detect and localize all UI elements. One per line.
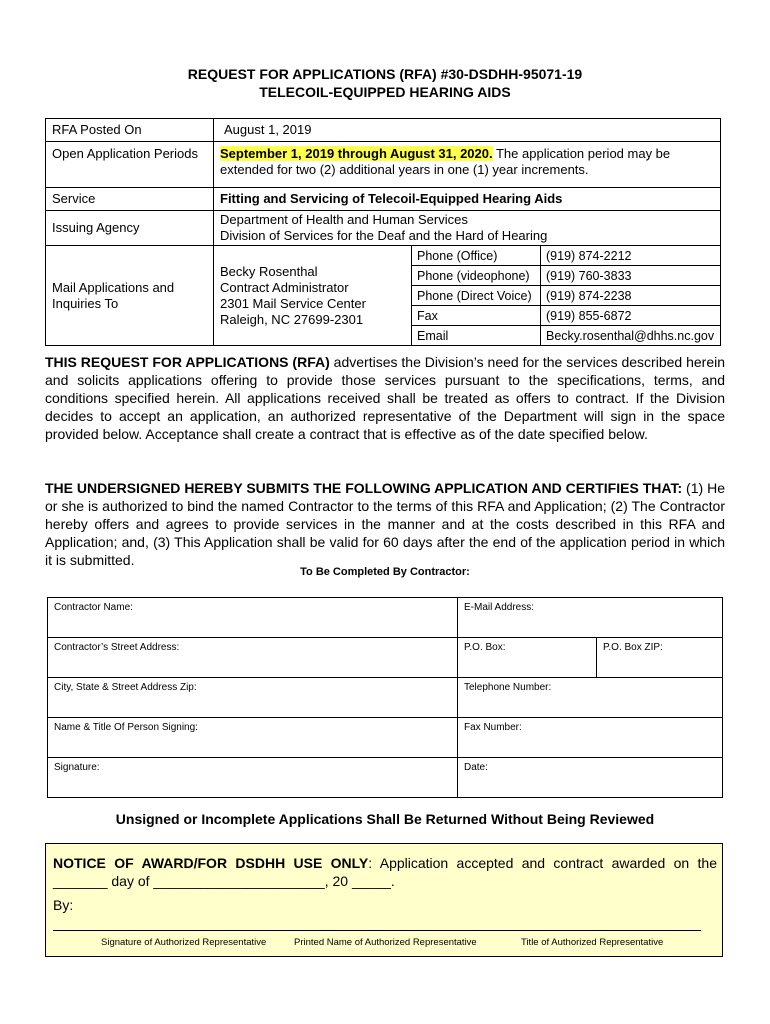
- contact-methods: [411, 246, 720, 345]
- contact-addr2: Raleigh, NC 27699-2301: [220, 311, 364, 327]
- intro-text: advertises the Division’s need for the services described herein and solicits applications offering to provide those services pursuant to the specifications, terms, and conditions specified herein. All applications received shall be treated as offers to contract. If the Division decides to accept an application, an authorized representative of the Department will sign in the space provided below. Acceptance shall create a contract that is effective as of the date specified below.: [45, 354, 726, 442]
- mail-value: [214, 246, 721, 346]
- row-mail: [46, 246, 721, 346]
- contact-value: (919) 855-6872: [541, 306, 721, 326]
- contact-value: (919) 874-2238: [541, 286, 721, 306]
- intro-paragraph: [45, 353, 725, 443]
- warning-text: Unsigned or Incomplete Applications Shall Be Returned Without Being Reviewed: [115, 811, 655, 827]
- row-agency: [46, 211, 721, 246]
- certification-paragraph: [45, 479, 725, 569]
- fax-field[interactable]: Fax Number:: [458, 718, 723, 758]
- notice-rest: : Application accepted and contract awarded on the _______ day of ______________________, 20 _____.: [53, 855, 717, 889]
- sig-caption-signature: Signature of Authorized Representative: [101, 937, 267, 948]
- contact-type: Phone (videophone): [412, 266, 541, 286]
- contractor-name-field[interactable]: Contractor Name:: [48, 598, 458, 638]
- contact-row: [412, 306, 721, 326]
- periods-rest: The application period may be extended for two (2) additional years in one (1) year increments.: [220, 146, 671, 177]
- contact-type: Phone (Direct Voice): [412, 286, 541, 306]
- mail-label: Mail Applications and Inquiries To: [46, 246, 214, 346]
- contact-type: Fax: [412, 306, 541, 326]
- to-be-completed-heading: To Be Completed By Contractor:: [300, 566, 470, 578]
- agency-line2: Division of Services for the Deaf and the Hard of Hearing: [220, 228, 548, 243]
- telephone-field[interactable]: Telephone Number:: [458, 678, 723, 718]
- contact-value: (919) 760-3833: [541, 266, 721, 286]
- certification-bold: THE UNDERSIGNED HEREBY SUBMITS THE FOLLOWING APPLICATION AND CERTIFIES THAT:: [45, 480, 683, 496]
- certification-text: (1) He or she is authorized to bind the named Contractor to the terms of this RFA and Application; (2) The Contractor hereby offers and agrees to provide services in the manner and at the costs described in this RFA and Application; and, (3) This Application shall be valid for 60 days after the end of the application period in which it is submitted.: [45, 480, 725, 568]
- po-box-field[interactable]: P.O. Box:: [458, 638, 597, 678]
- contact-type: Email: [412, 326, 541, 346]
- page-subtitle: TELECOIL-EQUIPPED HEARING AIDS: [259, 84, 511, 100]
- sig-caption-title: Title of Authorized Representative: [521, 937, 664, 948]
- contact-title: Contract Administrator: [220, 279, 349, 295]
- contact-row: [412, 286, 721, 306]
- notice-bold: NOTICE OF AWARD/FOR DSDHH USE ONLY: [53, 855, 369, 871]
- service-label: Service: [46, 188, 214, 211]
- periods-value: [214, 142, 721, 188]
- contact-row: [412, 246, 721, 266]
- po-box-zip-field[interactable]: P.O. Box ZIP:: [597, 638, 723, 678]
- name-title-field[interactable]: Name & Title Of Person Signing:: [48, 718, 458, 758]
- row-posted: [46, 119, 721, 142]
- email-field[interactable]: E-Mail Address:: [458, 598, 723, 638]
- row-periods: [46, 142, 721, 188]
- contact-addr1: 2301 Mail Service Center: [220, 295, 366, 311]
- contact-address: [214, 246, 411, 345]
- contact-row: [412, 266, 721, 286]
- signature-field[interactable]: Signature:: [48, 758, 458, 798]
- date-field[interactable]: Date:: [458, 758, 723, 798]
- periods-label: Open Application Periods: [46, 142, 214, 188]
- rfa-info-table: [45, 118, 721, 346]
- contact-email-link[interactable]: Becky.rosenthal@dhhs.nc.gov: [541, 326, 721, 346]
- sig-caption-printed-name: Printed Name of Authorized Representative: [294, 937, 477, 948]
- notice-of-award-box: [45, 843, 723, 957]
- contact-row: [412, 326, 721, 346]
- row-service: [46, 188, 721, 211]
- contractor-form: [47, 597, 723, 798]
- contact-type: Phone (Office): [412, 246, 541, 266]
- posted-value: August 1, 2019: [214, 119, 721, 142]
- contact-value: (919) 874-2212: [541, 246, 721, 266]
- agency-label: Issuing Agency: [46, 211, 214, 246]
- signature-line: [53, 930, 701, 931]
- periods-highlight: September 1, 2019 through August 31, 2020.: [220, 146, 493, 161]
- by-label: By:: [53, 897, 74, 913]
- contact-name: Becky Rosenthal: [220, 263, 318, 279]
- page-title: REQUEST FOR APPLICATIONS (RFA) #30-DSDHH-95071-19: [187, 66, 583, 82]
- agency-value: [214, 211, 721, 246]
- city-state-zip-field[interactable]: City, State & Street Address Zip:: [48, 678, 458, 718]
- posted-label: RFA Posted On: [46, 119, 214, 142]
- agency-line1: Department of Health and Human Services: [220, 212, 468, 227]
- service-value: Fitting and Servicing of Telecoil-Equipped Hearing Aids: [214, 188, 721, 211]
- notice-text: [53, 854, 717, 890]
- intro-bold: THIS REQUEST FOR APPLICATIONS (RFA): [45, 354, 330, 370]
- street-address-field[interactable]: Contractor’s Street Address:: [48, 638, 458, 678]
